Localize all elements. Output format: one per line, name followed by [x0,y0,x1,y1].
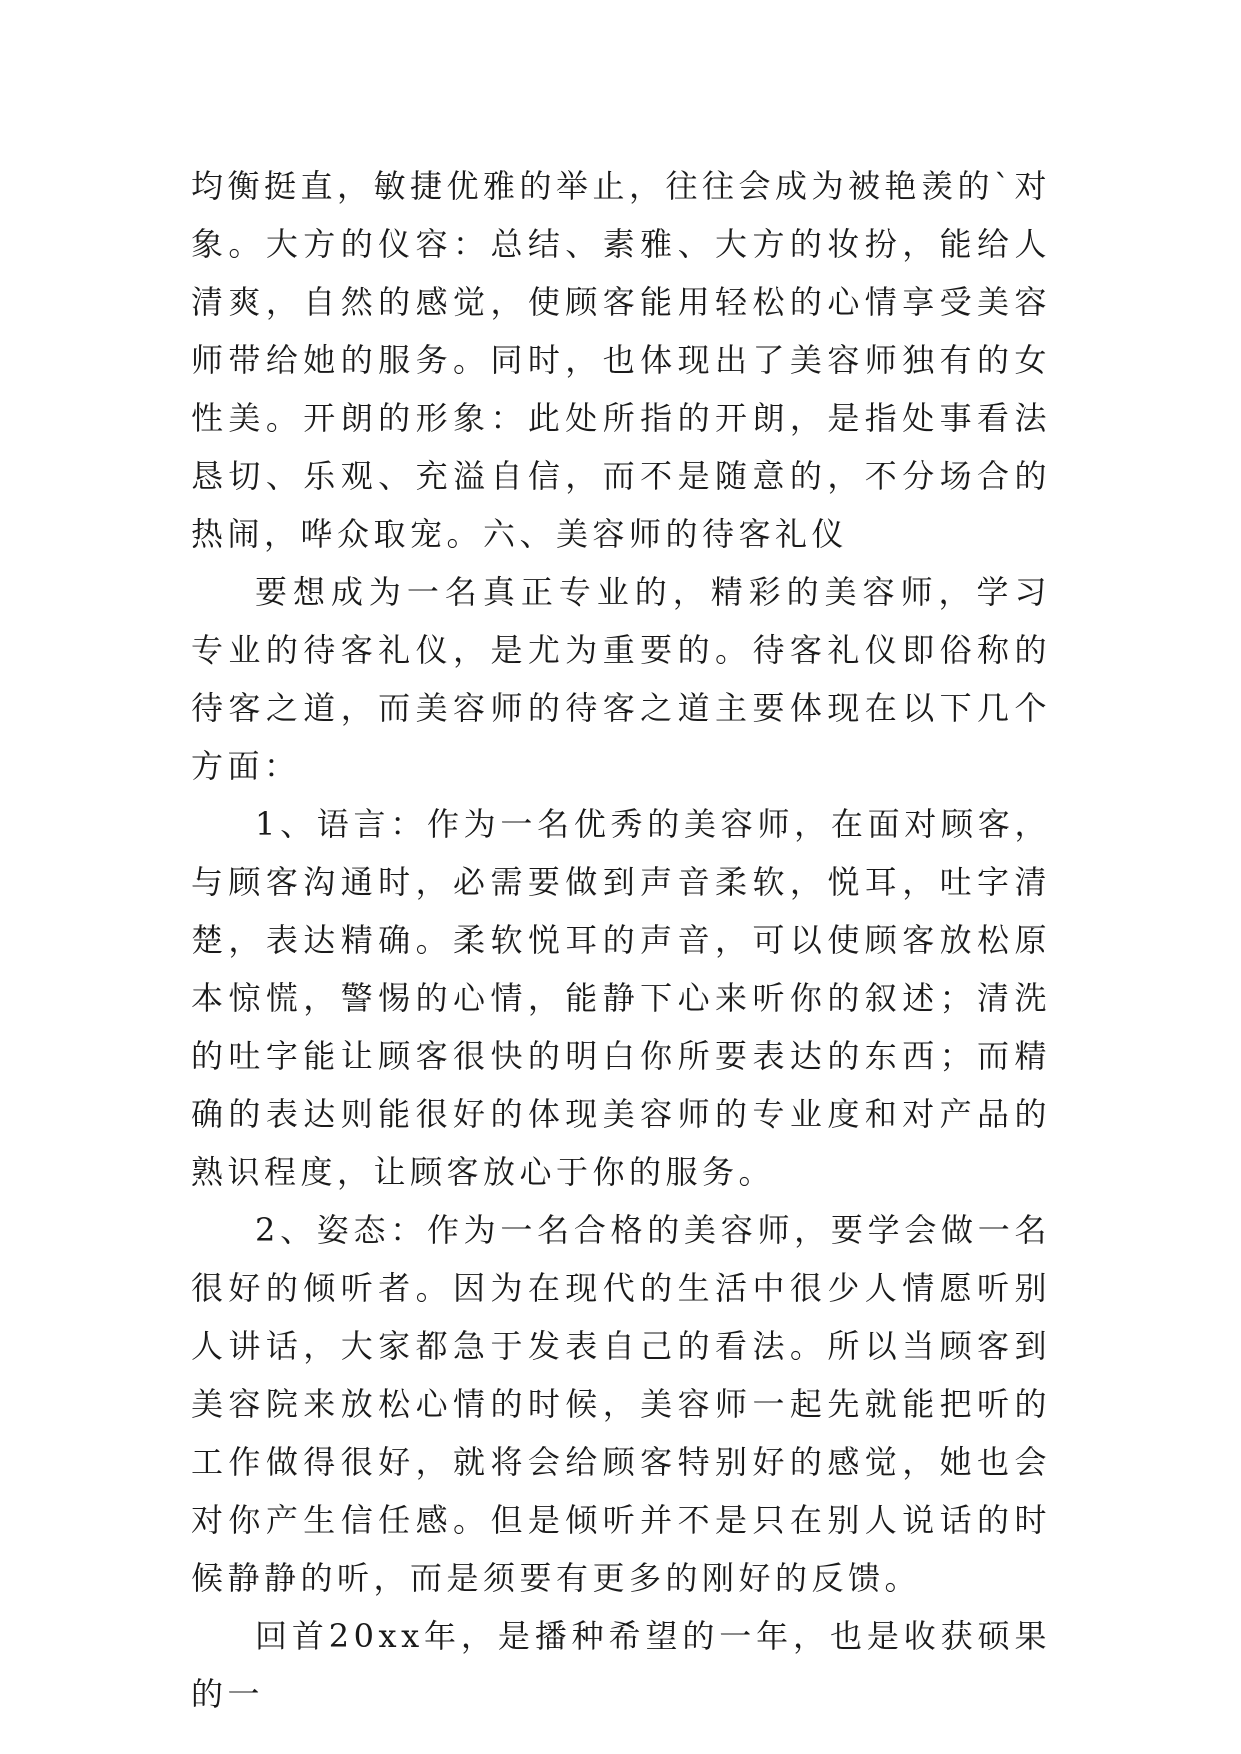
paragraph-language: 1、语言：作为一名优秀的美容师，在面对顾客，与顾客沟通时，必需要做到声音柔软，悦耳，吐字清楚，表达精确。柔软悦耳的声音，可以使顾客放松原本惊慌，警惕的心情，能静下心来听你的叙述；清洗的吐字能让顾客很快的明白你所要表达的东西；而精确的表达则能很好的体现美容师的专业度和对产品的熟识程度，让顾客放心于你的服务。 [191,805,1051,1191]
paragraph-reception-etiquette: 要想成为一名真正专业的，精彩的美容师，学习专业的待客礼仪，是尤为重要的。待客礼仪即俗称的待客之道，而美容师的待客之道主要体现在以下几个方面： [191,573,1051,785]
paragraph-etiquette-appearance: 均衡挺直，敏捷优雅的举止，往往会成为被艳羡的`对象。大方的仪容：总结、素雅、大方的妆扮，能给人清爽，自然的感觉，使顾客能用轻松的心情享受美容师带给她的服务。同时，也体现出了美容师独有的女性美。开朗的形象：此处所指的开朗，是指处事看法恳切、乐观、充溢自信，而不是随意的，不分场合的热闹，哗众取宠。六、美容师的待客礼仪 [191,167,1052,553]
document-body [191,157,1051,1723]
paragraph-year-review: 回首20xx年，是播种希望的一年，也是收获硕果的一 [191,1617,1051,1713]
paragraph-posture: 2、姿态：作为一名合格的美容师，要学会做一名很好的倾听者。因为在现代的生活中很少人情愿听别人讲话，大家都急于发表自己的看法。所以当顾客到美容院来放松心情的时候，美容师一起先就能把听的工作做得很好，就将会给顾客特别好的感觉，她也会对你产生信任感。但是倾听并不是只在别人说话的时候静静的听，而是须要有更多的刚好的反馈。 [191,1211,1051,1597]
